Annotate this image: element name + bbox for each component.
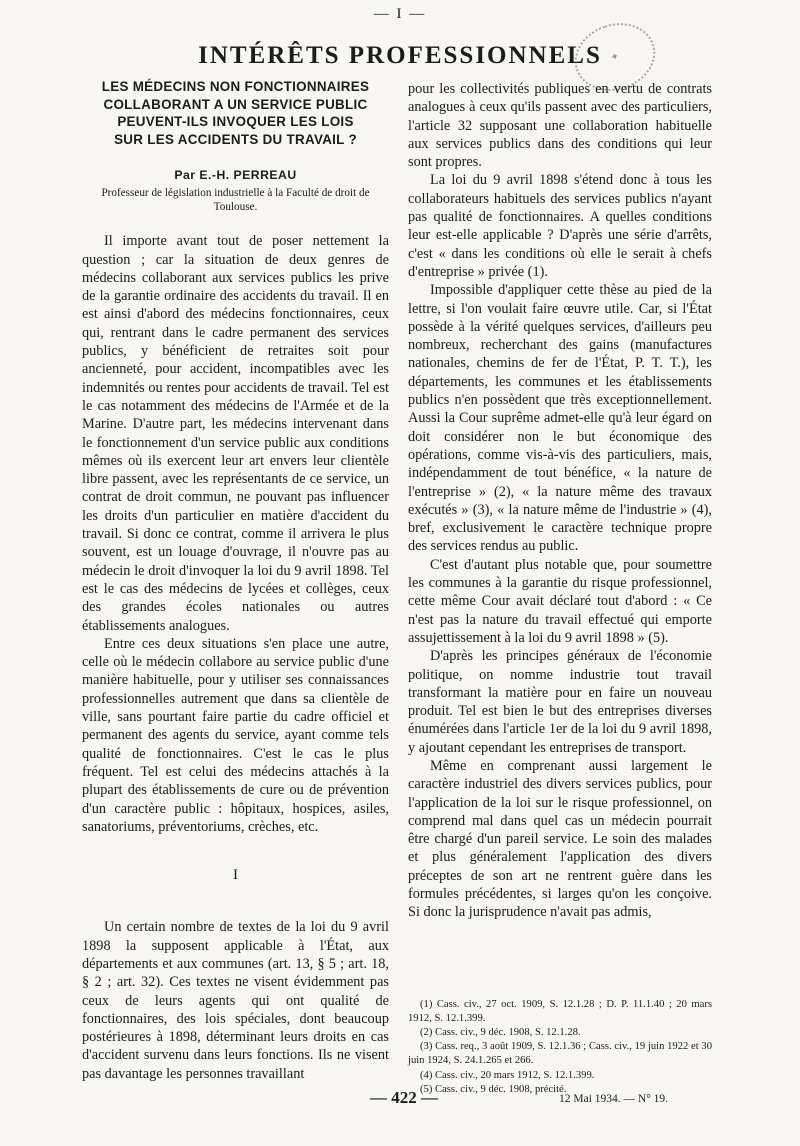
footnotes	[408, 998, 712, 1097]
paragraph: Même en comprenant aussi largement le caractère industriel des divers services publics, pour l'application de la loi sur le risque professionnel, on comprend mal dans quel cas un médecin pourrait être chargé d'un pareil service. Le soin des malades et plus généralement l'application des divers préceptes de son art ne rentrent guère dans les formules précédentes, si larges qu'on les conçoive. Si donc la jurisprudence n'avait pas admis,	[408, 757, 712, 921]
right-column	[408, 80, 712, 1097]
author-byline: Par E.-H. PERREAU	[174, 168, 297, 182]
footnote: (5) Cass. civ., 9 déc. 1908, précité.	[420, 1083, 567, 1095]
issue-date: 12 Mai 1934. — N° 19.	[559, 1093, 669, 1105]
top-page-number: — I —	[373, 6, 427, 22]
article-title	[82, 78, 389, 148]
paragraph: Il importe avant tout de poser nettement la question ; car la situation de deux genres de médecins collaborant aux services publics les prive de la garantie ordinaire des accidents du travail. Il en est ainsi d'abord des médecins fonctionnaires, ceux qui, rentrant dans le cadre permanent des services publics, y bénéficient de retraites soit pour ancienneté, pour accident, incompatibles avec les indemnités ou rentes pour accidents de travail. Tel est le cas notamment des médecins de l'Armée et de la Marine. D'autre part, les médecins intervenant dans le fonctionnement d'un service public aux conditions mêmes où ils exercent leur art envers leur clientèle libre passent, avec les représentants de ce service, un contrat de droit commun, ne pouvant pas influencer les droits d'un particulier en matière d'accident du travail. Si donc ce contrat, comme il arrivera le plus souvent, est un louage d'ouvrage, il n'ouvre pas au médecin le droit d'invoquer la loi du 9 avril 1898. Tel est le cas des médecins de lycées et collèges, ceux des grandes écoles nationales ou autres établissements analogues.	[82, 233, 389, 634]
paragraph: La loi du 9 avril 1898 s'étend donc à tous les collaborateurs habituels des services publics n'ayant pas qualité de fonctionnaires. A quelles conditions leur est-elle applicable ? D'après une série d'arrêts, c'est « dans les conditions où elle le serait à chefs d'entreprise » privée (1).	[408, 172, 712, 280]
title-line-3: PEUVENT-ILS INVOQUER LES LOIS	[117, 114, 354, 129]
section-numeral: I	[233, 867, 238, 884]
left-column	[82, 78, 389, 1083]
footnote: (4) Cass. civ., 20 mars 1912, S. 12.1.399.	[420, 1069, 595, 1081]
paragraph: C'est d'autant plus notable que, pour soumettre les communes à la garantie du risque professionnel, cette même Cour avait déclaré tout d'abord : « Ce n'est pas la nature du travail effectué qui emporte assujettissement à la loi du 9 avril 1898 » (5).	[408, 556, 712, 646]
paragraph-continuation: pour les collectivités publiques en vertu de contrats analogues à ceux qu'ils passent avec des particuliers, l'article 32 supposant une collaboration habituelle aux services publics dans des conditions qui leur sont propres.	[408, 81, 712, 171]
page-footer	[0, 1088, 800, 1112]
footnote: (2) Cass. civ., 9 déc. 1908, S. 12.1.28.	[420, 1027, 581, 1039]
author-affiliation: Professeur de législation industrielle à la Faculté de droit de Toulouse.	[101, 187, 370, 214]
footnote: (3) Cass. req., 3 août 1909, S. 12.1.36 ; Cass. civ., 19 juin 1922 et 30 juin 1924, S. 24.1.265 et 266.	[408, 1041, 712, 1067]
paragraph: Un certain nombre de textes de la loi du 9 avril 1898 la supposent applicable à l'État, aux départements et aux communes (art. 13, § 5 ; art. 18, § 2 ; art. 32). Ces textes ne visent évidemment pas ceux de leurs agents qui ont qualité de fonctionnaires, des lois spéciales, dont beaucoup postérieures à 1898, déterminant leurs droits en cas d'accident survenu dans leurs fonctions. Ils ne visent pas davantage les personnes travaillant	[82, 919, 389, 1082]
running-title: INTÉRÊTS PROFESSIONNELS	[198, 42, 602, 69]
paragraph: D'après les principes généraux de l'économie politique, on nomme industrie tout travail transformant la matière pour en faire un nouveau produit. Tel est bien le but des entreprises diverses énumérées dans l'article 1er de la loi du 9 avril 1898, y ajoutant cependant les entreprises de transport.	[408, 648, 712, 756]
page-number: — 422 —	[370, 1088, 438, 1107]
footnote: (1) Cass. civ., 27 oct. 1909, S. 12.1.28 ; D. P. 11.1.40 ; 20 mars 1912, S. 12.1.399.	[408, 998, 712, 1024]
library-stamp-icon: ✦	[566, 13, 664, 101]
title-line-4: SUR LES ACCIDENTS DU TRAVAIL ?	[114, 131, 357, 147]
paragraph: Impossible d'appliquer cette thèse au pied de la lettre, si l'on voulait faire œuvre utile. Car, si l'État possède à la vérité quelques services, d'ailleurs peu nombreux, recherchant des gains (manufactures nationales, chemins de fer de l'État, P. T. T.), les départements, les communes et les établissements publics n'en possèdent que très exceptionnellement. Aussi la Cour suprême admet-elle qu'à leur égard on doit considérer non le but économique des opérations, comme vis-à-vis des particuliers, mais, indépendamment de tout bénéfice, « la nature de l'entreprise » (2), « la nature même des travaux exécutés » (3), « la nature même de l'industrie » (4), bref, exclusivement le caractère technique propre des services rendus au public.	[408, 282, 712, 555]
paragraph: Entre ces deux situations s'en place une autre, celle où le médecin collabore au service public d'une manière habituelle, pour y utiliser ses connaissances professionnelles autrement que dans sa clientèle de ville, sans pourtant faire partie du cadre officiel et permanent des agents du service, ayant comme tels qualité de fonctionnaires. C'est le cas le plus fréquent. Tel est celui des médecins attachés à la plupart des établissements de cure ou de prévention d'un caractère public : hôpitaux, hospices, asiles, sanatoriums, préventoriums, crèches, etc.	[82, 635, 389, 835]
title-line-1: LES MÉDECINS NON FONCTIONNAIRES	[101, 79, 370, 94]
title-line-2: COLLABORANT A UN SERVICE PUBLIC	[103, 96, 368, 112]
